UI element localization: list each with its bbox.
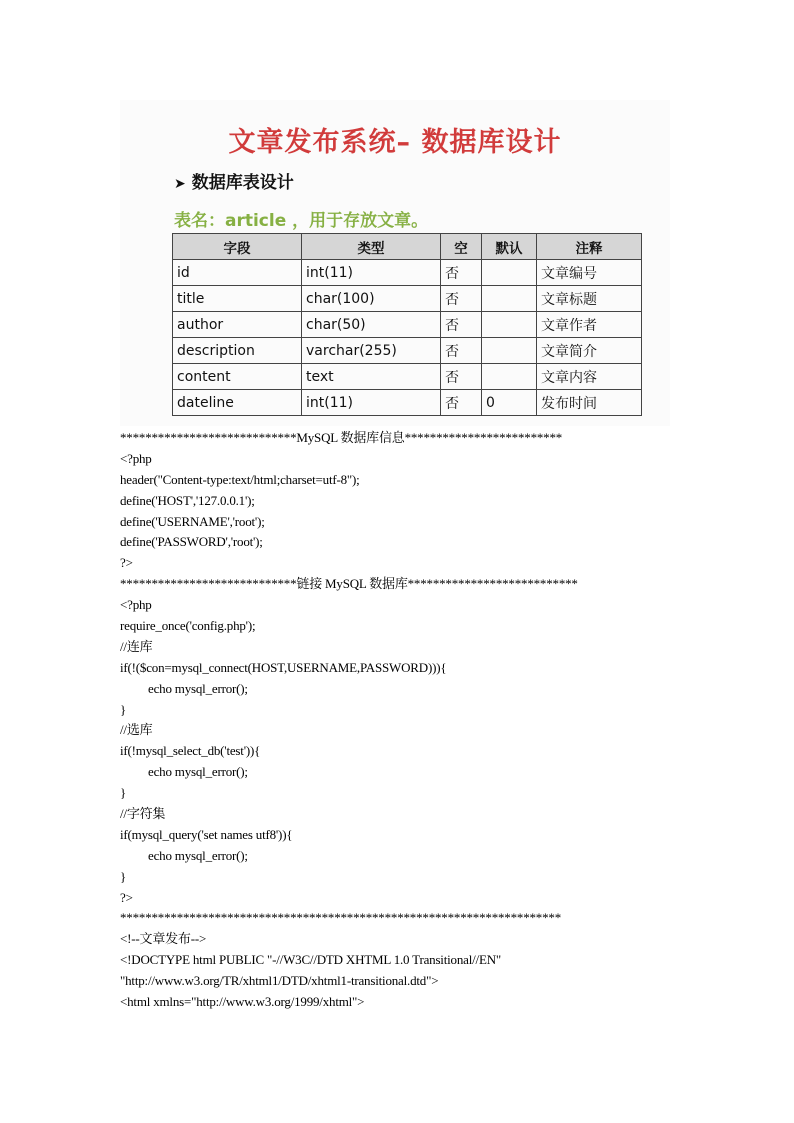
- cell-comment: 文章作者: [537, 312, 642, 338]
- code-line: if(mysql_query('set names utf8')){: [120, 826, 293, 842]
- cell-comment: 文章标题: [537, 286, 642, 312]
- slide-title: 文章发布系统– 数据库设计: [228, 127, 562, 158]
- code-line: <html xmlns="http://www.w3.org/1999/xhtml">: [120, 994, 365, 1010]
- cell-null: 否: [441, 312, 482, 338]
- code-comment: //选库: [120, 722, 153, 738]
- code-line: ?>: [120, 555, 133, 571]
- table-row: [173, 338, 642, 364]
- header-comment: 注释: [537, 234, 642, 260]
- cell-default: 0: [482, 390, 537, 416]
- code-line: <?php: [120, 450, 152, 466]
- table-row: [173, 260, 642, 286]
- code-line: define('PASSWORD','root');: [120, 534, 263, 550]
- slide-bullet-text: 数据库表设计: [191, 173, 294, 193]
- cell-default: [482, 286, 537, 312]
- code-block: [120, 428, 760, 1013]
- code-line: echo mysql_error();: [148, 680, 248, 696]
- slide-image: [120, 100, 670, 426]
- cell-null: 否: [441, 390, 482, 416]
- table-row: [173, 390, 642, 416]
- cell-default: [482, 260, 537, 286]
- code-line: if(!($con=mysql_connect(HOST,USERNAME,PASSWORD))){: [120, 659, 447, 675]
- cell-type: varchar(255): [302, 338, 441, 364]
- code-line: define('HOST','127.0.0.1');: [120, 492, 255, 508]
- code-line: require_once('config.php');: [120, 618, 256, 634]
- cell-field: dateline: [173, 390, 302, 416]
- header-null: 空: [441, 234, 482, 260]
- cell-null: 否: [441, 286, 482, 312]
- cell-field: content: [173, 364, 302, 390]
- code-line: "http://www.w3.org/TR/xhtml1/DTD/xhtml1-transitional.dtd">: [120, 973, 439, 989]
- cell-comment: 文章内容: [537, 364, 642, 390]
- table-row: [173, 312, 642, 338]
- code-line: }: [120, 868, 127, 884]
- cell-null: 否: [441, 364, 482, 390]
- code-comment: <!--文章发布-->: [120, 931, 207, 947]
- cell-field: author: [173, 312, 302, 338]
- fields-table: [172, 233, 642, 416]
- cell-field: title: [173, 286, 302, 312]
- header-default: 默认: [482, 234, 537, 260]
- cell-comment: 文章简介: [537, 338, 642, 364]
- slide-bullet: [174, 168, 294, 193]
- cell-null: 否: [441, 338, 482, 364]
- code-comment: //连库: [120, 638, 153, 654]
- cell-type: text: [302, 364, 441, 390]
- header-field: 字段: [173, 234, 302, 260]
- slide-caption: 表名：article ，用于存放文章。: [174, 211, 429, 231]
- cell-comment: 文章编号: [537, 260, 642, 286]
- arrow-bullet-icon: ➤: [174, 176, 186, 192]
- table-row: [173, 364, 642, 390]
- code-line: echo mysql_error();: [148, 764, 248, 780]
- header-type: 类型: [302, 234, 441, 260]
- code-line: if(!mysql_select_db('test')){: [120, 743, 261, 759]
- cell-default: [482, 338, 537, 364]
- separator-line: **********************************************************************: [120, 910, 562, 926]
- code-line: echo mysql_error();: [148, 847, 248, 863]
- code-line: ?>: [120, 889, 133, 905]
- cell-type: int(11): [302, 260, 441, 286]
- code-line: <?php: [120, 597, 152, 613]
- cell-field: description: [173, 338, 302, 364]
- code-line: }: [120, 785, 127, 801]
- cell-default: [482, 364, 537, 390]
- table-header-row: [173, 234, 642, 260]
- cell-default: [482, 312, 537, 338]
- code-line: define('USERNAME','root');: [120, 513, 265, 529]
- cell-type: char(50): [302, 312, 441, 338]
- code-comment: //字符集: [120, 806, 166, 822]
- table-row: [173, 286, 642, 312]
- code-line: <!DOCTYPE html PUBLIC "-//W3C//DTD XHTML 1.0 Transitional//EN": [120, 952, 501, 968]
- separator-line: ****************************链接 MySQL 数据库***************************: [120, 576, 578, 592]
- code-line: header("Content-type:text/html;charset=utf-8");: [120, 471, 360, 487]
- cell-type: int(11): [302, 390, 441, 416]
- cell-comment: 发布时间: [537, 390, 642, 416]
- cell-type: char(100): [302, 286, 441, 312]
- code-line: }: [120, 701, 127, 717]
- cell-field: id: [173, 260, 302, 286]
- separator-line: ****************************MySQL 数据库信息*************************: [120, 430, 563, 445]
- cell-null: 否: [441, 260, 482, 286]
